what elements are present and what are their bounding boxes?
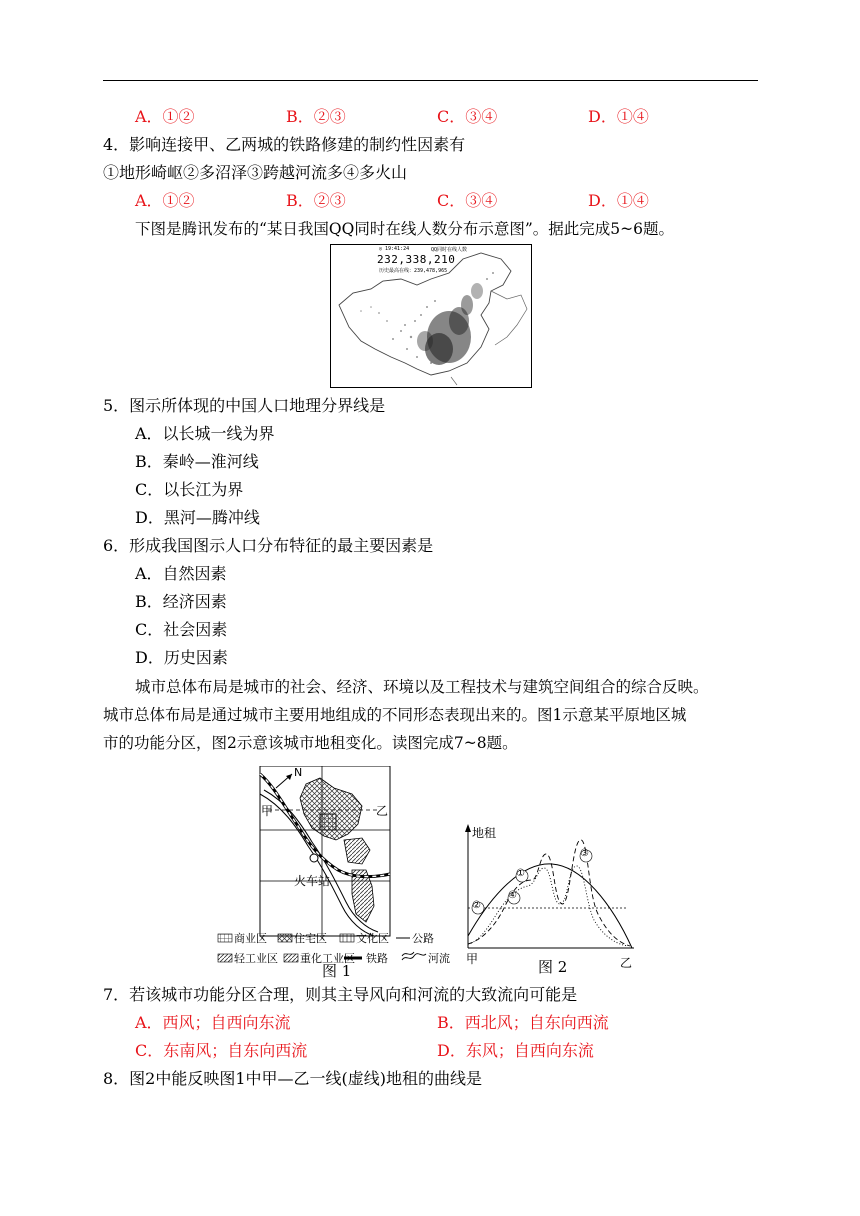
city-intro-line1: 城市总体布局是城市的社会、经济、环境以及工程技术与建筑空间组合的综合反映。 [135, 678, 709, 696]
figure-2 [462, 824, 638, 974]
q3-option-a: A．①② [135, 107, 195, 126]
curve-1 [468, 864, 632, 948]
q3-option-d: D．①④ [588, 107, 649, 126]
legend-cultural: 文化区 [356, 932, 389, 945]
legend-light-industry: 轻工业区 [234, 952, 278, 965]
curve-label-2: ② [472, 900, 481, 911]
q3-option-b: B．②③ [286, 107, 346, 126]
q7-option-c: C．东南风；自东向西流 [135, 1041, 308, 1060]
curve-label-1: ① [516, 868, 525, 879]
curve-label-4: ④ [508, 890, 517, 901]
legend-railway: 铁路 [366, 952, 388, 965]
header-rule [103, 80, 758, 81]
curve-3 [468, 840, 630, 946]
q3-option-c: C．③④ [437, 107, 498, 126]
q4-option-b: B．②③ [286, 191, 346, 210]
q6-option-b: B．经济因素 [135, 592, 227, 611]
station-label: 火车站 [294, 874, 331, 888]
legend-heavy-industry: 重化工业区 [300, 952, 355, 965]
legend-road: 公路 [412, 932, 434, 945]
q5-option-a: A．以长城一线为界 [135, 424, 275, 443]
q7-option-b: B．西北风；自东向西流 [437, 1013, 609, 1032]
map-time: ◎ 19:41:24 [379, 246, 410, 252]
q7-stem: 7．若该城市功能分区合理，则其主导风向和河流的大致流向可能是 [103, 985, 578, 1004]
q6-option-c: C．社会因素 [135, 620, 228, 639]
q4-items: ①地形崎岖②多沼泽③跨越河流多④多火山 [103, 163, 408, 182]
figure-1 [212, 766, 462, 980]
city-intro-line3: 市的功能分区，图2示意该城市地租变化。读图完成7~8题。 [103, 734, 518, 752]
q4-option-d: D．①④ [588, 191, 649, 210]
q6-option-d: D．历史因素 [135, 648, 228, 667]
fig2-x-start: 甲 [466, 952, 479, 966]
map-header: QQ同时在线人数 [431, 247, 468, 253]
map-record: 历史最高在线：239,478,965 [379, 268, 448, 274]
q6-option-a: A．自然因素 [135, 564, 227, 583]
fig1-caption: 图 1 [322, 962, 352, 980]
q4-option-c: C．③④ [437, 191, 498, 210]
q7-option-d: D．东风；自西向东流 [437, 1041, 594, 1060]
q5-stem: 5．图示所体现的中国人口地理分界线是 [103, 396, 386, 415]
q5-option-b: B．秦岭—淮河线 [135, 452, 259, 471]
q6-stem: 6．形成我国图示人口分布特征的最主要因素是 [103, 536, 434, 555]
qq-online-map [330, 244, 532, 388]
fig2-x-end: 乙 [620, 956, 633, 970]
city-intro-line2: 城市总体布局是通过城市主要用地组成的不同形态表现出来的。图1示意某平原地区城 [103, 706, 687, 724]
q7-option-a: A．西风；自西向东流 [135, 1013, 291, 1032]
fig2-caption: 图 2 [538, 958, 568, 976]
curve-label-3: ③ [580, 848, 589, 859]
fig1-jia-label: 甲 [261, 804, 274, 818]
q5-option-c: C．以长江为界 [135, 480, 244, 499]
legend-residential: 住宅区 [294, 932, 327, 945]
legend-river: 河流 [428, 952, 450, 965]
q8-stem: 8．图2中能反映图1中甲—乙一线(虚线)地租的曲线是 [103, 1069, 483, 1088]
fig1-yi-label: 乙 [376, 804, 389, 818]
curve-4 [468, 866, 628, 946]
fig2-ylabel: 地租 [472, 826, 497, 840]
rent-curve-chart [462, 824, 638, 974]
qq-intro: 下图是腾讯发布的“某日我国QQ同时在线人数分布示意图”。据此完成5~6题。 [135, 220, 674, 238]
north-label: N [294, 766, 303, 779]
q5-option-d: D．黑河—腾冲线 [135, 508, 260, 527]
map-online-count: 232,338,210 [377, 253, 456, 266]
legend-commercial: 商业区 [234, 932, 267, 945]
q4-stem: 4．影响连接甲、乙两城的铁路修建的制约性因素有 [103, 135, 466, 154]
q4-option-a: A．①② [135, 191, 195, 210]
